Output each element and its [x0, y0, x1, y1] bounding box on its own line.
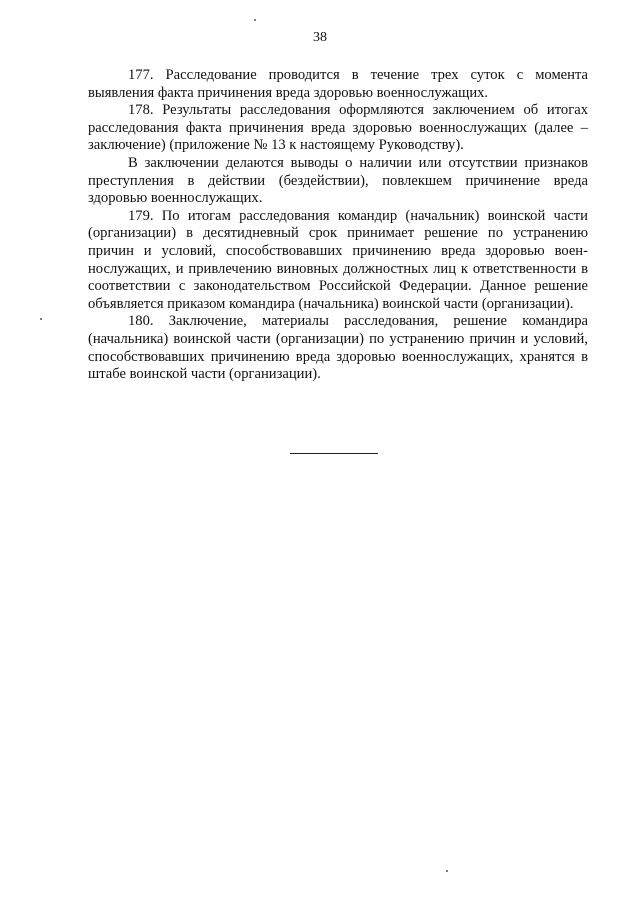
paragraph-178-conclusions: В заключении делаются выводы о наличии или отсутствии признаков преступления в действии (бездействии), повлекшем причинение вреда здоровью военнослужащих. — [88, 154, 588, 207]
paragraph-178: 178. Результаты расследования оформляются заключением об итогах расследования факта причинения вреда здоровью военнослужащих (далее – заключение) (приложение № 13 к настоящему Руководству). — [88, 102, 588, 154]
document-body — [88, 67, 588, 384]
paragraph-180: 180. Заключение, материалы расследования, решение командира (начальника) воинской части (организации) по устранению причин и условий, способствовавших причинению вреда здоровью военнослужащих, хранятся в штабе воинской части (организации). — [88, 313, 588, 383]
scan-speck — [446, 870, 448, 872]
scan-speck — [40, 318, 42, 320]
paragraph-177: 177. Расследование проводится в течение трех суток с момента выявления факта причинения вреда здоровью военнослужащих. — [88, 67, 588, 101]
page-number: 38 — [313, 30, 327, 45]
end-of-text-rule — [290, 453, 378, 454]
paragraph-179: 179. По итогам расследования командир (начальник) воинской части (организации) в десятидневный срок принимает решение по устранению причин и условий, способствовавших причинению вреда здоровью военнослужащих, и привлечению виновных должностных лиц к ответственности в соответствии с законодательством Российской Федерации. Данное решение объявляется приказом командира (начальника) воинской части (организации). — [88, 207, 588, 312]
scan-speck — [254, 19, 256, 21]
